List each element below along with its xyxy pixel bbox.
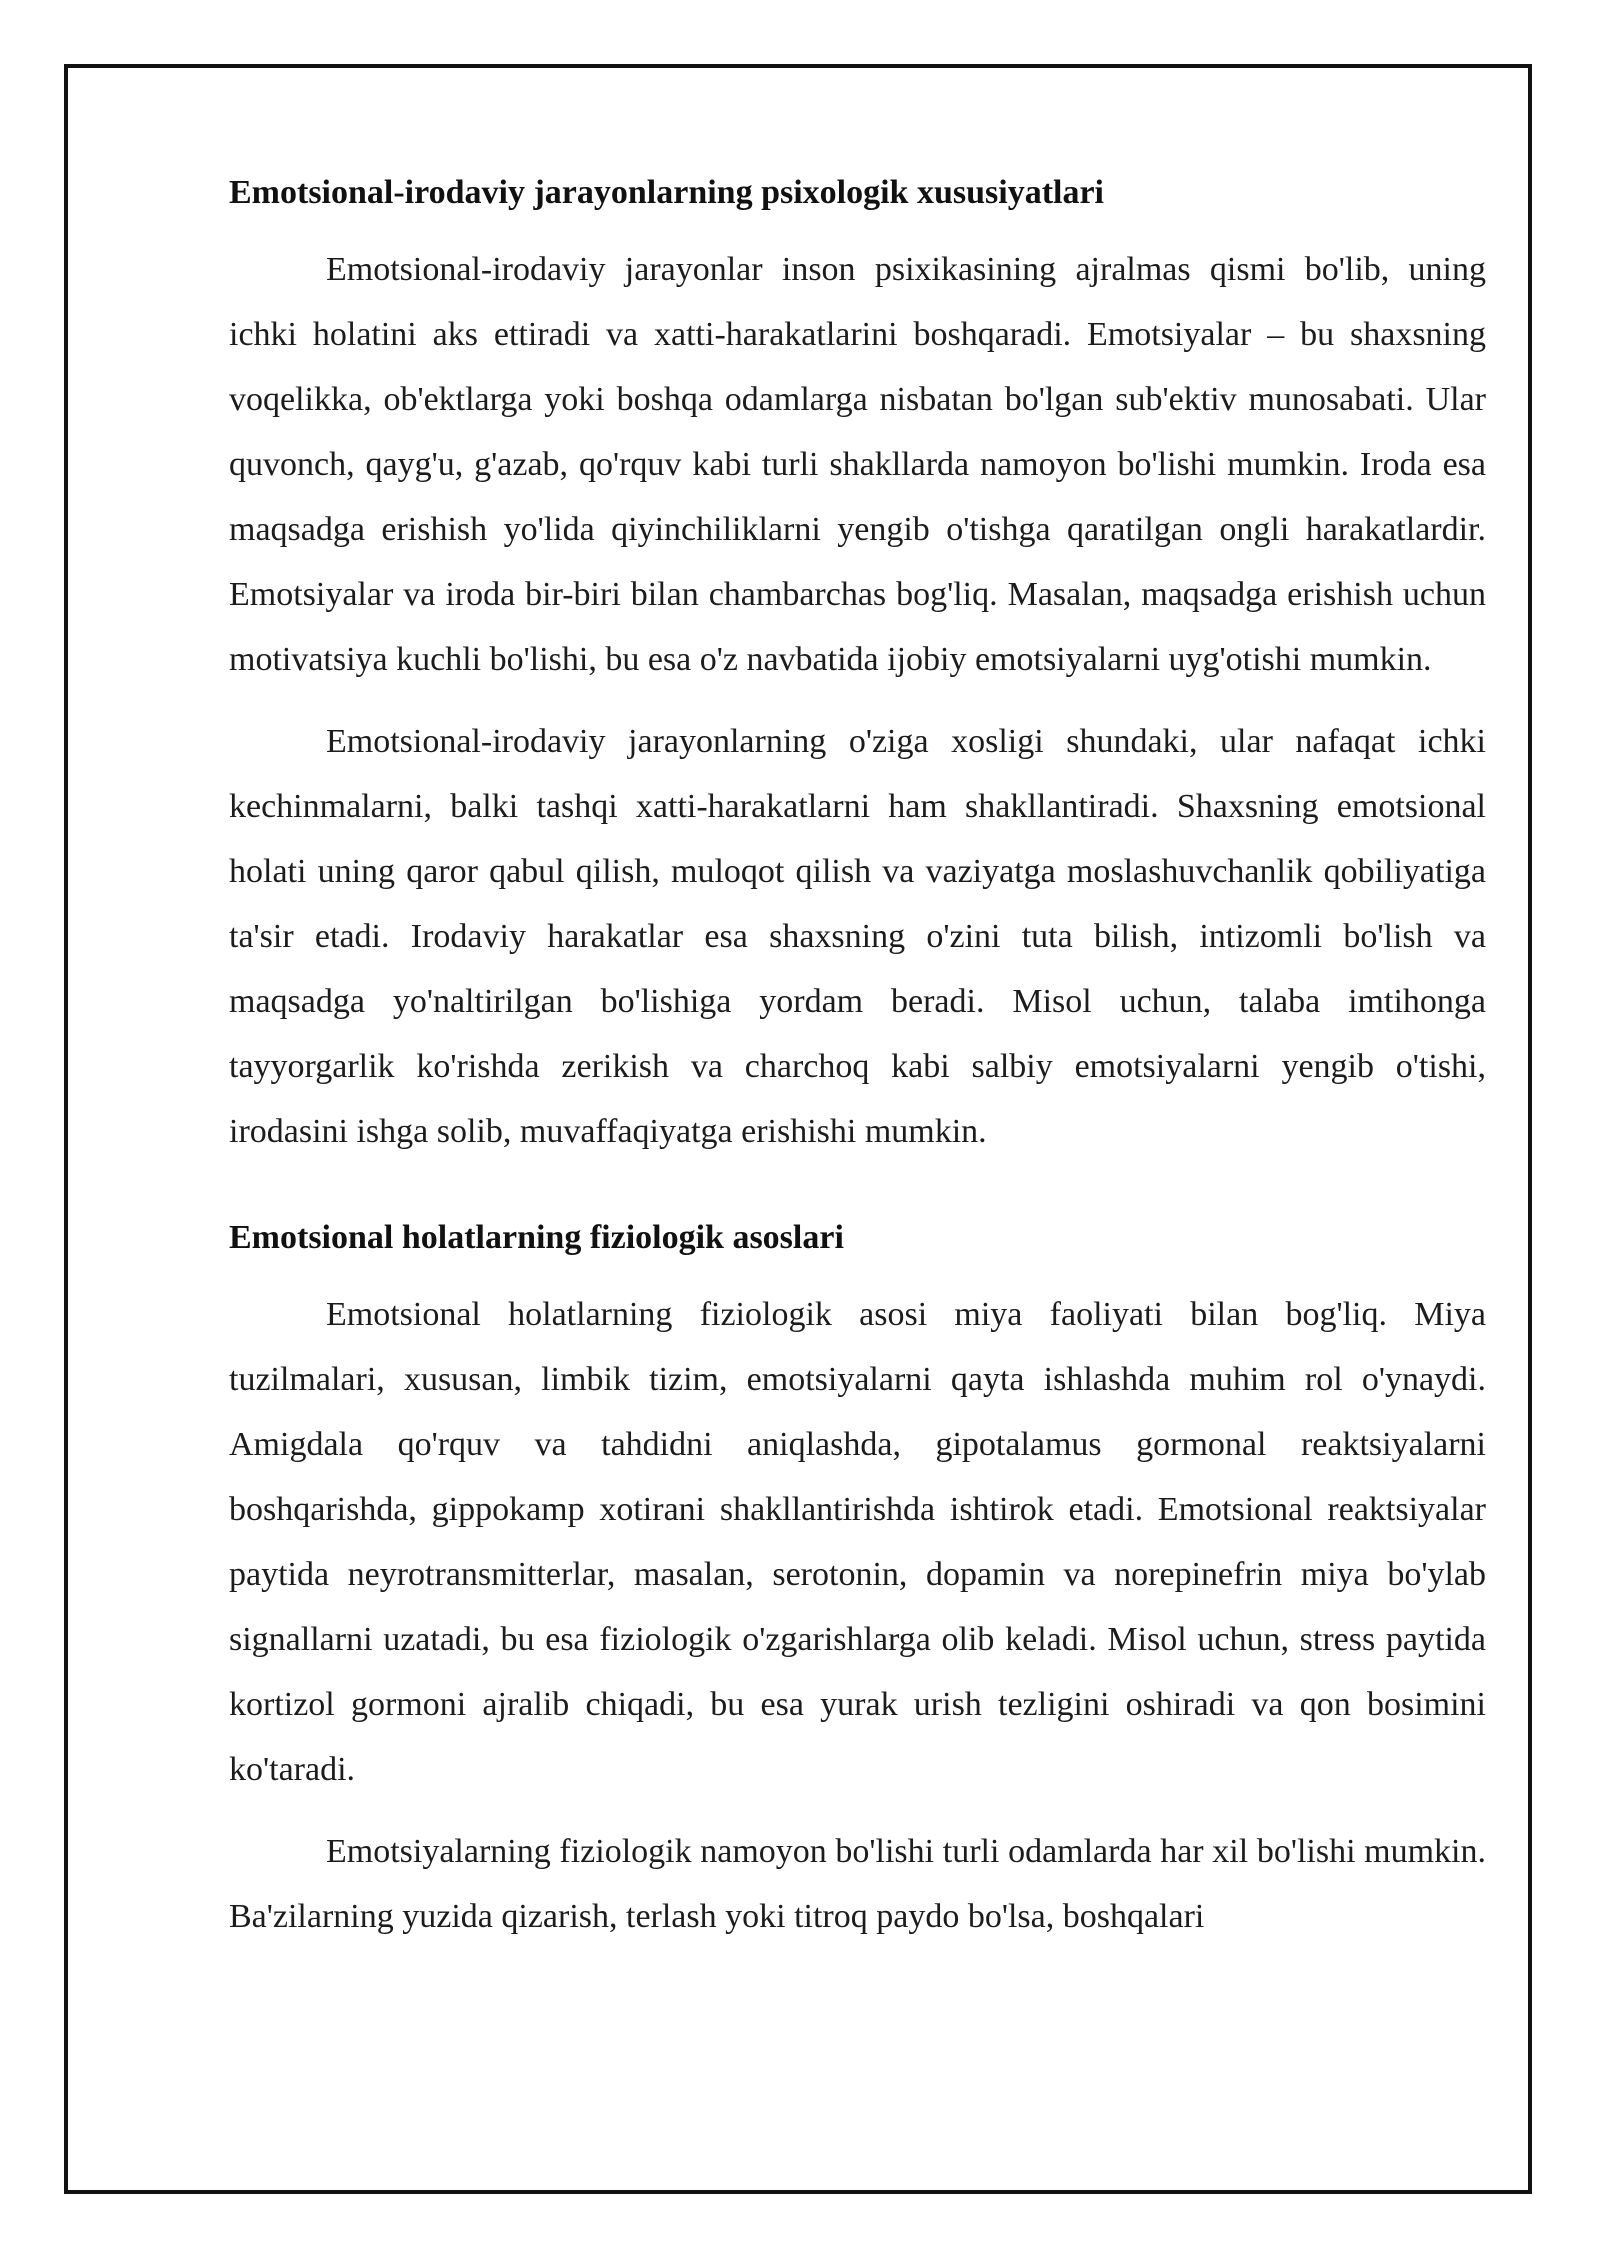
section-physiological-basis bbox=[229, 1216, 1486, 1949]
section-heading: Emotsional-irodaviy jarayonlarning psixologik xususiyatlari bbox=[229, 174, 1105, 211]
paragraph: Emotsional-irodaviy jarayonlarning o'ziga xosligi shundaki, ular nafaqat ichki kechinmalarni, balki tashqi xatti-harakatlarni ham shakllantiradi. Shaxsning emotsional holati uning qaror qabul qilish, muloqot qilish va vaziyatga moslashuvchanlik qobiliyatiga ta'sir etadi. Irodaviy harakatlar esa shaxsning o'zini tuta bilish, intizomli bo'lish va maqsadga yo'naltirilgan bo'lishiga yordam beradi. Misol uchun, talaba imtihonga tayyorgarlik ko'rishda zerikish va charchoq kabi salbiy emotsiyalarni yengib o'tishi, irodasini ishga solib, muvaffaqiyatga erishishi mumkin. bbox=[229, 723, 1486, 1150]
paragraph: Emotsional-irodaviy jarayonlar inson psixikasining ajralmas qismi bo'lib, uning ichki holatini aks ettiradi va xatti-harakatlarini boshqaradi. Emotsiyalar – bu shaxsning voqelikka, ob'ektlarga yoki boshqa odamlarga nisbatan bo'lgan sub'ektiv munosabati. Ular quvonch, qayg'u, g'azab, qo'rquv kabi turli shakllarda namoyon bo'lishi mumkin. Iroda esa maqsadga erishish yo'lida qiyinchiliklarni yengib o'tishga qaratilgan ongli harakatlardir. Emotsiyalar va iroda bir-biri bilan chambarchas bog'liq. Masalan, maqsadga erishish uchun motivatsiya kuchli bo'lishi, bu esa o'z navbatida ijobiy emotsiyalarni uyg'otishi mumkin. bbox=[229, 251, 1486, 678]
paragraph: Emotsional holatlarning fiziologik asosi miya faoliyati bilan bog'liq. Miya tuzilmalari, xususan, limbik tizim, emotsiyalarni qayta ishlashda muhim rol o'ynaydi. Amigdala qo'rquv va tahdidni aniqlashda, gipotalamus gormonal reaktsiyalarni boshqarishda, gippokamp xotirani shakllantirishda ishtirok etadi. Emotsional reaktsiyalar paytida neyrotransmitterlar, masalan, serotonin, dopamin va norepinefrin miya bo'ylab signallarni uzatadi, bu esa fiziologik o'zgarishlarga olib keladi. Misol uchun, stress paytida kortizol gormoni ajralib chiqadi, bu esa yurak urish tezligini oshiradi va qon bosimini ko'taradi. bbox=[229, 1296, 1486, 1788]
section-heading: Emotsional holatlarning fiziologik asoslari bbox=[229, 1219, 844, 1256]
document-body bbox=[229, 171, 1486, 1966]
section-psychological-features bbox=[229, 171, 1486, 1164]
paragraph: Emotsiyalarning fiziologik namoyon bo'lishi turli odamlarda har xil bo'lishi mumkin. Ba'zilarning yuzida qizarish, terlash yoki titroq paydo bo'lsa, boshqalari bbox=[229, 1833, 1486, 1935]
